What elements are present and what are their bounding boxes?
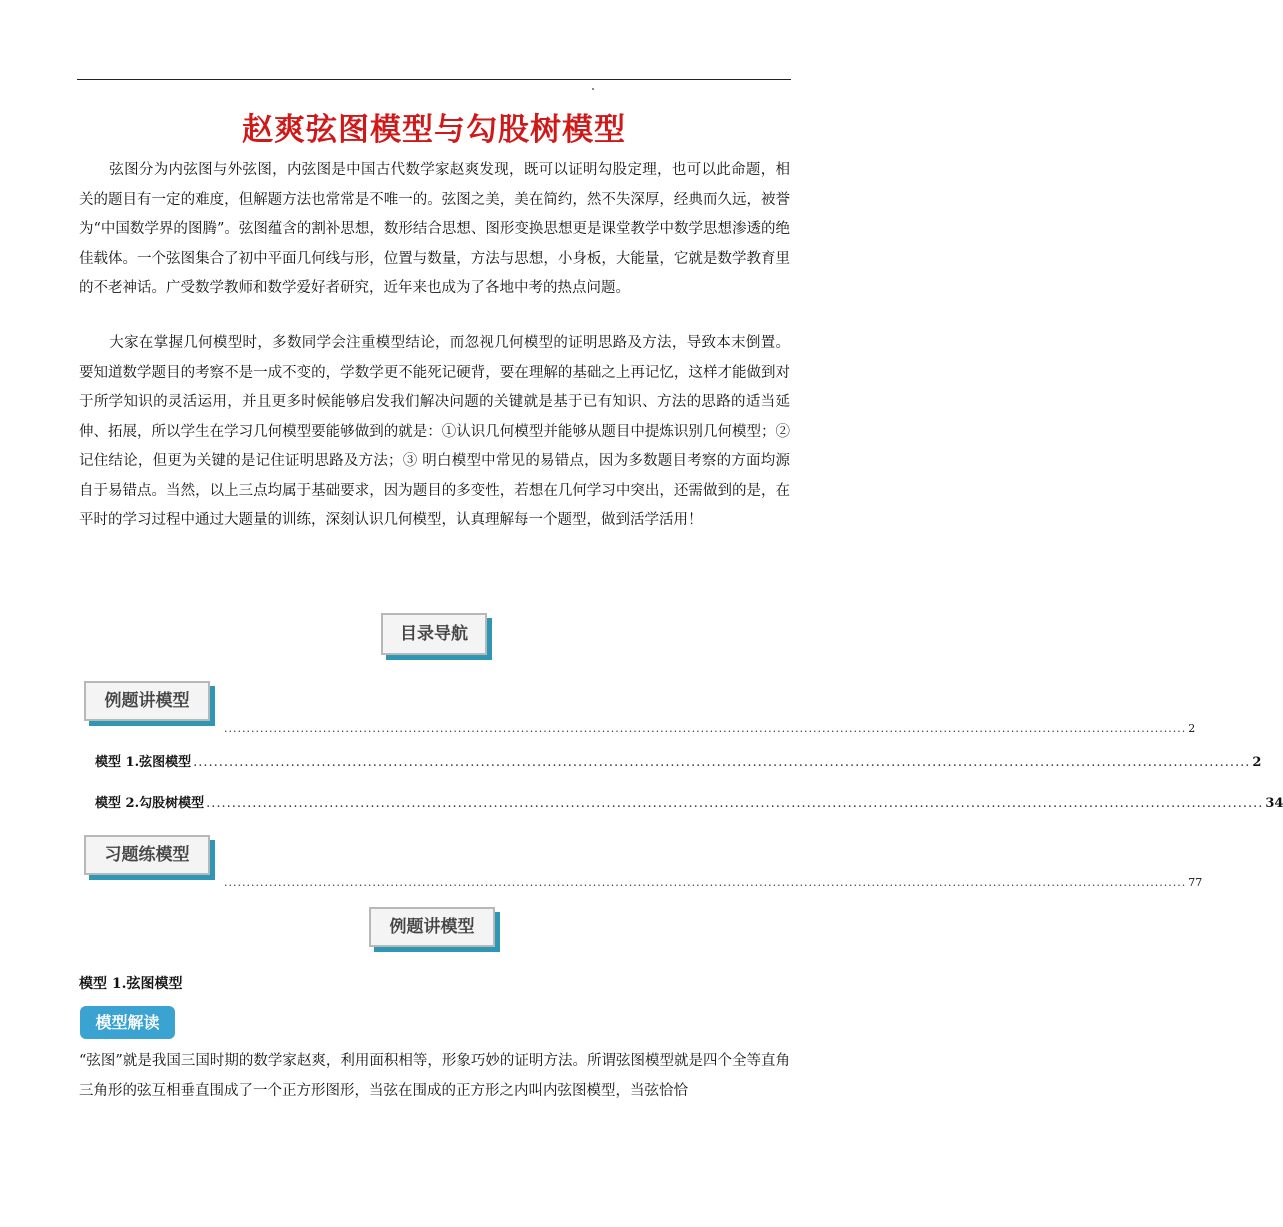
toc-leader-dots: ......................................................................................................................................................................................................................: [224, 876, 1187, 889]
model-paragraph: “弦图”就是我国三国时期的数学家赵爽，利用面积相等，形象巧妙的证明方法。所谓弦图模型就是四个全等直角三角形的弦互相垂直围成了一个正方形图形，当弦在围成的正方形之内叫内弦图模型，当弦恰恰: [79, 1053, 790, 1099]
toc-entry-exercises[interactable]: [222, 876, 1203, 889]
header-rule: [77, 79, 791, 80]
intro-paragraph-2: [79, 329, 790, 536]
toc-leader-dots: ..............................................................................................................................................................................................................: [193, 755, 1251, 770]
intro-paragraph-1-text: 弦图分为内弦图与外弦图，内弦图是中国古代数学家赵爽发现，既可以证明勾股定理，也可以此命题，相关的题目有一定的难度，但解题方法也常常是不唯一的。弦图之美，美在简约，然不失深厚，经典而久远，被誉为“中国数学界的图腾”。弦图蕴含的割补思想，数形结合思想、图形变换思想更是课堂教学中数学思想渗透的绝佳载体。一个弦图集合了初中平面几何线与形，位置与数量，方法与思想，小身板，大能量，它就是数学教育里的不老神话。广受数学教师和数学爱好者研究，近年来也成为了各地中考的热点问题。: [79, 162, 790, 296]
toc-entry-label: 模型 2.勾股树模型: [95, 796, 205, 811]
toc-page-number: 34: [1265, 796, 1283, 811]
toc-entry-examples[interactable]: [222, 722, 1196, 735]
toc-leader-dots: ......................................................................................................................................................................................................................: [224, 722, 1187, 735]
toc-entry-label: 模型 1.弦图模型: [95, 755, 192, 770]
document-title: 赵爽弦图模型与勾股树模型: [242, 112, 626, 148]
toc-page-number: 2: [1252, 755, 1262, 770]
model-title: 模型 1.弦图模型: [79, 976, 183, 992]
toc-page-number: 2: [1188, 722, 1196, 735]
section-heading: 例题讲模型: [369, 907, 495, 947]
toc-entry-model-1[interactable]: [95, 751, 1262, 770]
toc-example-heading[interactable]: 例题讲模型: [84, 681, 210, 721]
header-dot: [592, 88, 594, 90]
toc-page-number: 77: [1188, 876, 1203, 889]
toc-nav-heading: 目录导航: [381, 613, 487, 655]
toc-leader-dots: ..............................................................................................................................................................................................................: [206, 796, 1264, 811]
intro-paragraph-1: [79, 156, 790, 304]
toc-exercise-heading[interactable]: 习题练模型: [84, 835, 210, 875]
model-explanation-tag: 模型解读: [80, 1006, 175, 1039]
toc-entry-model-2[interactable]: [95, 792, 1283, 811]
intro-paragraph-2-text: 大家在掌握几何模型时，多数同学会注重模型结论，而忽视几何模型的证明思路及方法，导致本末倒置。要知道数学题目的考察不是一成不变的，学数学更不能死记硬背，要在理解的基础之上再记忆，这样才能做到对于所学知识的灵活运用，并且更多时候能够启发我们解决问题的关键就是基于已有知识、方法的思路的适当延伸、拓展，所以学生在学习几何模型要能够做到的就是：①认识几何模型并能够从题目中提炼识别几何模型；②记住结论，但更为关键的是记住证明思路及方法；③ 明白模型中常见的易错点，因为多数题目考察的方面均源自于易错点。当然，以上三点均属于基础要求，因为题目的多变性，若想在几何学习中突出，还需做到的是，在平时的学习过程中通过大题量的训练，深刻认识几何模型，认真理解每一个题型，做到活学活用！: [79, 335, 790, 528]
